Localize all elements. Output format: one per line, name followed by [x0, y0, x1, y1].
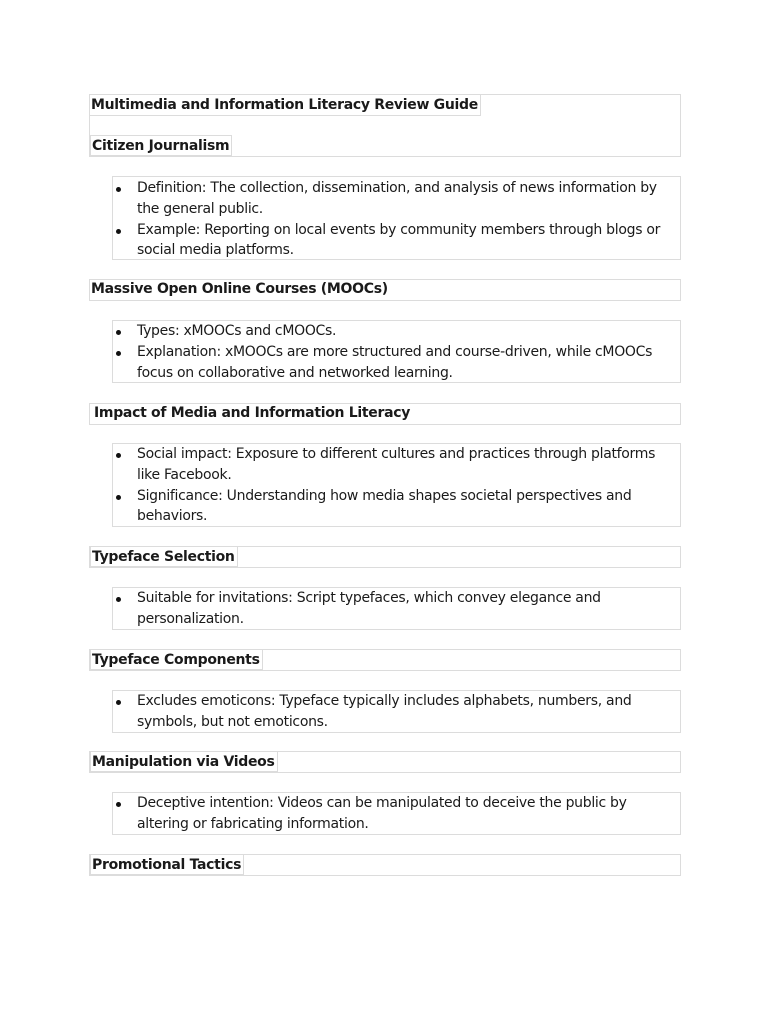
list-moocs: [112, 320, 681, 383]
list-item: Types: xMOOCs and cMOOCs.: [113, 321, 680, 342]
heading-moocs: Massive Open Online Courses (MOOCs): [91, 281, 388, 297]
list-item: Definition: The collection, dissemination, and analysis of news information by the general public.: [113, 178, 680, 220]
heading-typeface-selection: Typeface Selection: [90, 546, 238, 567]
list-item: Example: Reporting on local events by community members through blogs or social media platforms.: [113, 220, 680, 262]
heading-typeface-components: Typeface Components: [90, 649, 263, 670]
list-manipulation-videos: [112, 792, 681, 835]
heading-promotional-tactics: Promotional Tactics: [90, 854, 244, 875]
list-typeface-components: [112, 690, 681, 733]
document-title: Multimedia and Information Literacy Review Guide: [90, 95, 481, 116]
heading-manipulation-videos: Manipulation via Videos: [90, 751, 278, 772]
heading-impact: Impact of Media and Information Literacy: [94, 405, 411, 421]
list-item: Explanation: xMOOCs are more structured and course-driven, while cMOOCs focus on collaborative and networked learning.: [113, 342, 680, 384]
list-impact: [112, 443, 681, 527]
list-item: Excludes emoticons: Typeface typically includes alphabets, numbers, and symbols, but not emoticons.: [113, 691, 680, 733]
heading-citizen-journalism: Citizen Journalism: [90, 135, 232, 156]
list-item: Social impact: Exposure to different cultures and practices through platforms like Facebook.: [113, 444, 680, 486]
list-item: Suitable for invitations: Script typefaces, which convey elegance and personalization.: [113, 588, 680, 630]
list-citizen-journalism: [112, 176, 681, 260]
list-item: Significance: Understanding how media shapes societal perspectives and behaviors.: [113, 486, 680, 528]
list-typeface-selection: [112, 587, 681, 630]
list-item: Deceptive intention: Videos can be manipulated to deceive the public by altering or fabricating information.: [113, 793, 680, 835]
